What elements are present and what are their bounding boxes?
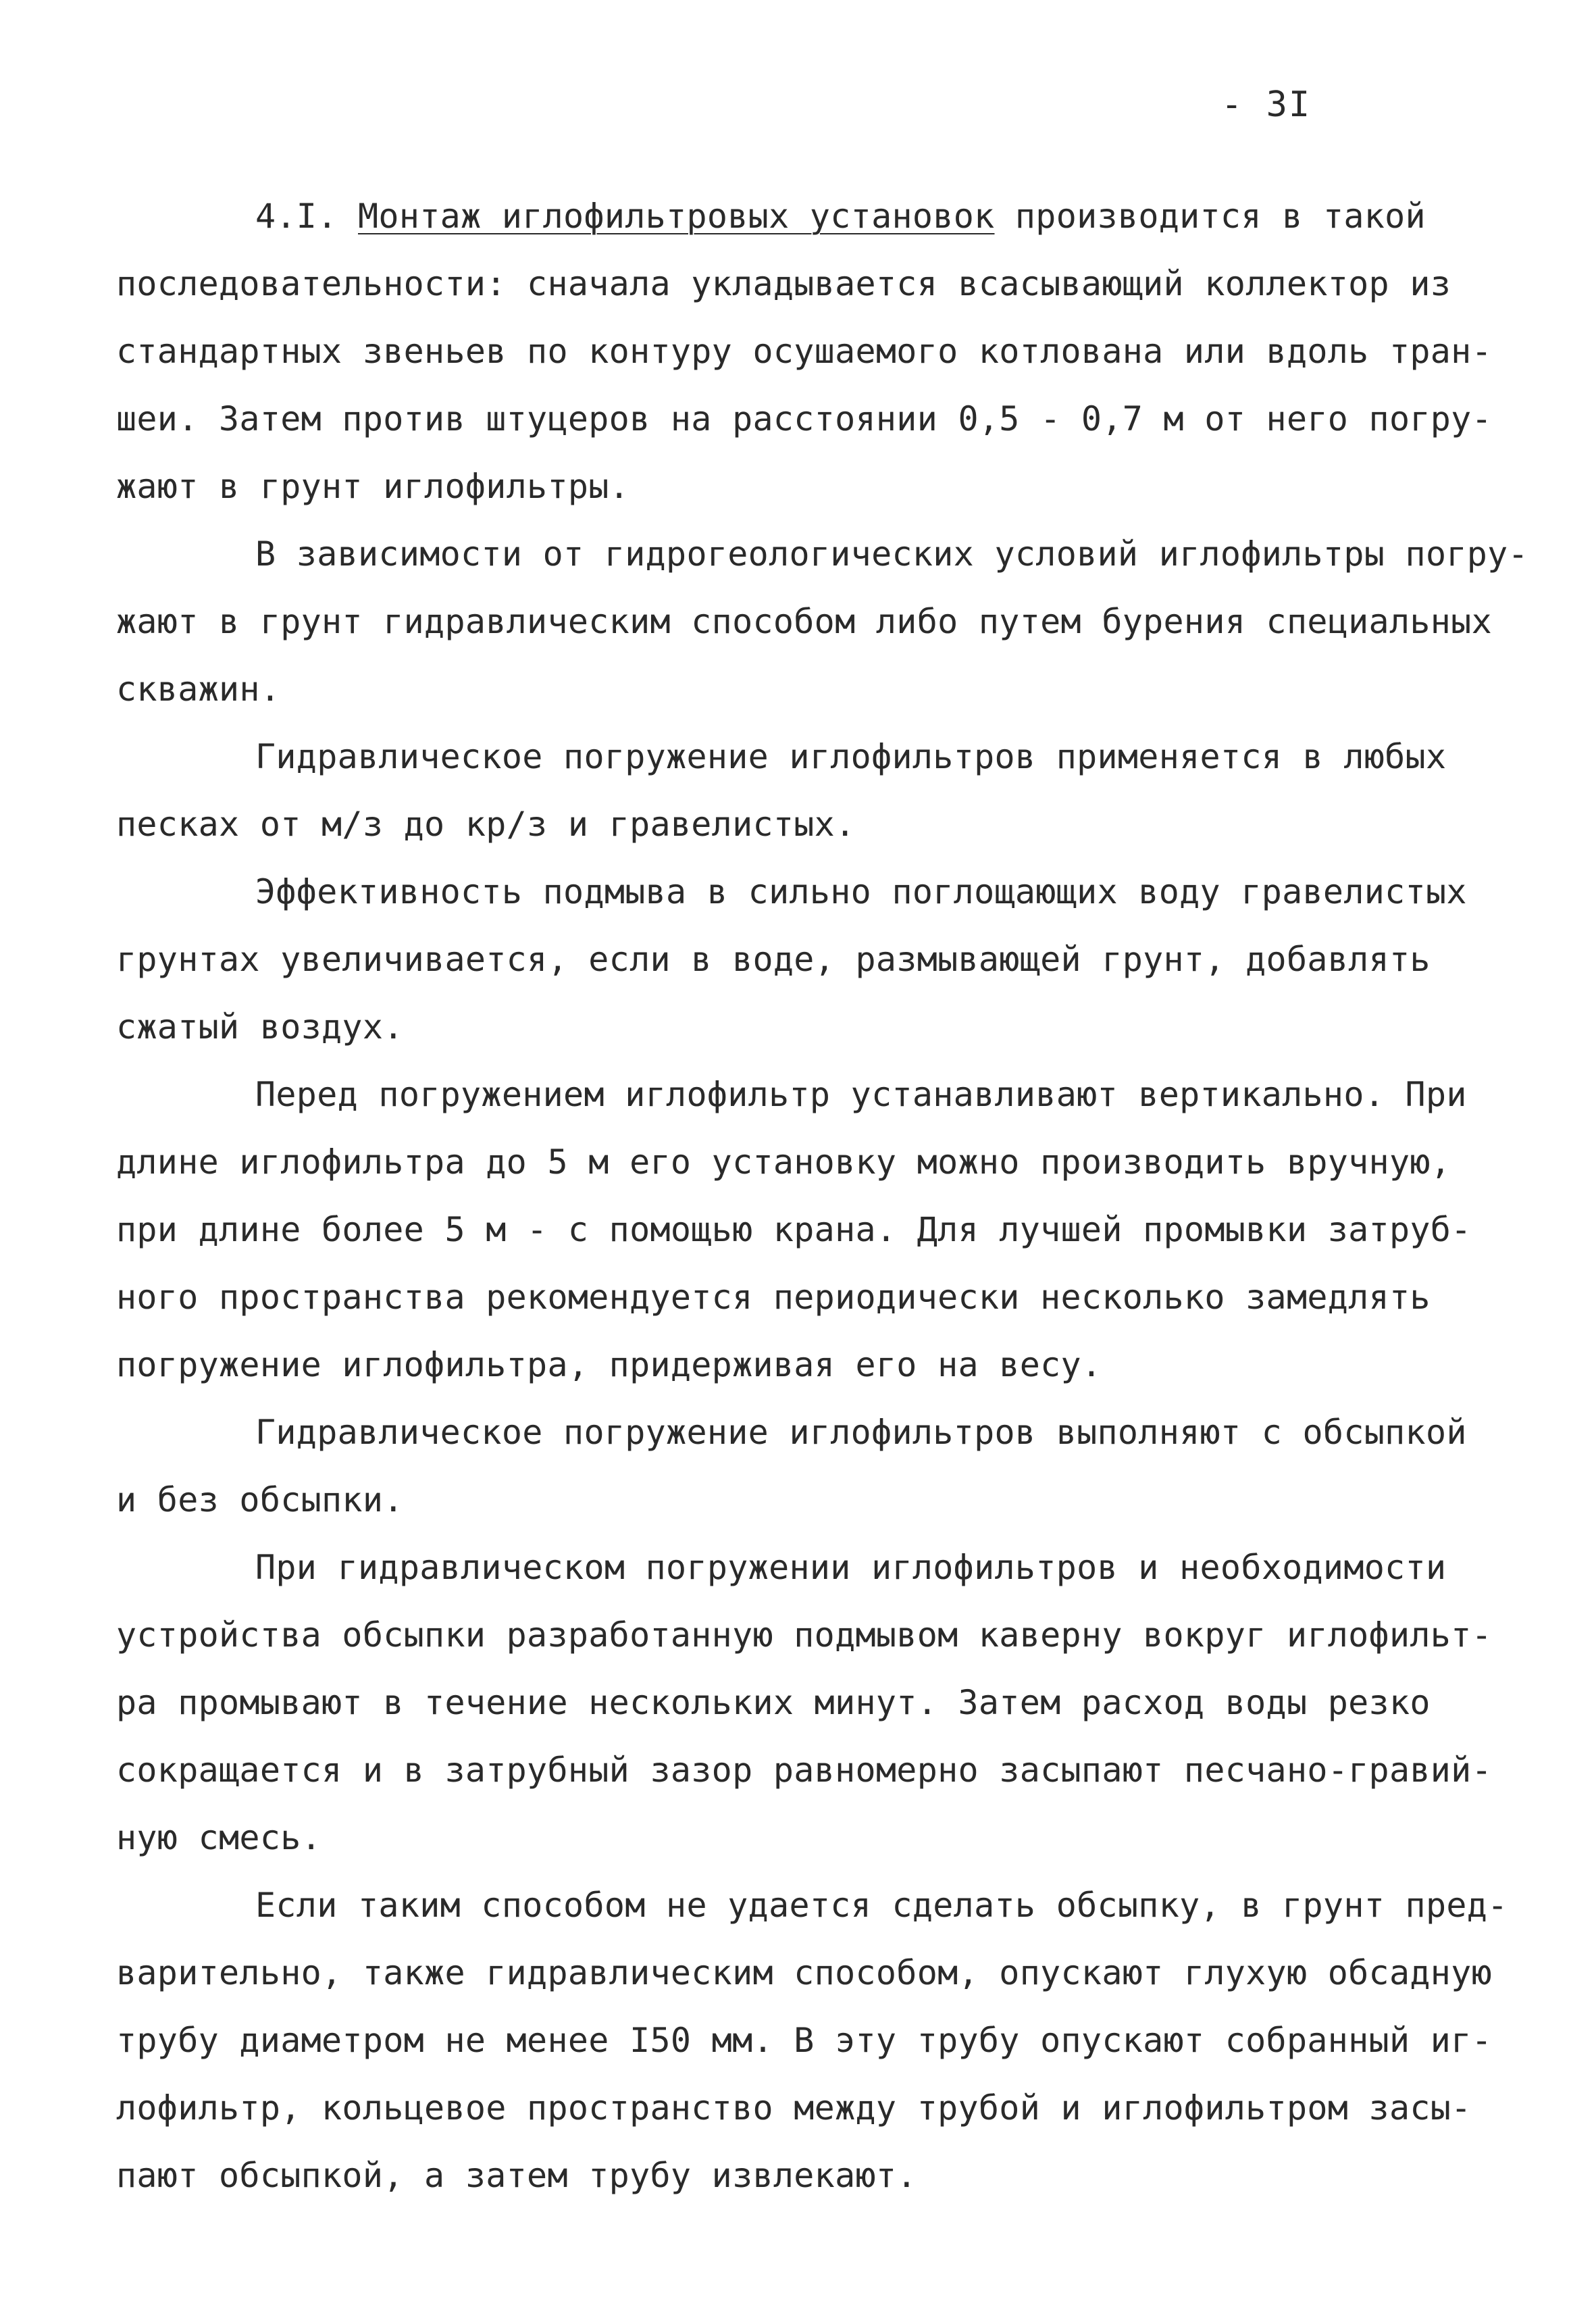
line-text: производится в такой bbox=[994, 197, 1426, 236]
text-line: последовательности: сначала укладывается всасывающий коллектор из bbox=[116, 264, 1451, 303]
section-number: 4.I. bbox=[255, 197, 359, 236]
text-line: лофильтр, кольцевое пространство между трубой и иглофильтром засы- bbox=[116, 2088, 1472, 2128]
text-line: при длине более 5 м - с помощью крана. Для лучшей промывки затруб- bbox=[116, 1210, 1472, 1249]
text-line: стандартных звеньев по контуру осушаемого котлована или вдоль тран- bbox=[116, 332, 1492, 371]
text-line: трубу диаметром не менее I50 мм. В эту трубу опускают собранный иг- bbox=[116, 2021, 1492, 2060]
page-number: - 3I bbox=[1221, 84, 1312, 125]
text-line: песках от м/з до кр/з и гравелистых. bbox=[116, 805, 856, 844]
text-line: скважин. bbox=[116, 670, 281, 709]
text-line: ную смесь. bbox=[116, 1818, 322, 1857]
text-line: Перед погружением иглофильтр устанавливают вертикально. При bbox=[255, 1075, 1467, 1114]
text-line: шеи. Затем против штуцеров на расстоянии 0,5 - 0,7 м от него погру- bbox=[116, 399, 1492, 438]
text-line: грунтах увеличивается, если в воде, размывающей грунт, добавлять bbox=[116, 940, 1431, 979]
text-line: жают в грунт иглофильтры. bbox=[116, 467, 630, 506]
text-line: устройства обсыпки разработанную подмывом каверну вокруг иглофильт- bbox=[116, 1615, 1492, 1655]
text-line: В зависимости от гидрогеологических условий иглофильтры погру- bbox=[255, 534, 1528, 574]
text-line: погружение иглофильтра, придерживая его на весу. bbox=[116, 1345, 1102, 1384]
text-line: При гидравлическом погружении иглофильтров и необходимости bbox=[255, 1548, 1447, 1587]
text-line: Если таким способом не удается сделать обсыпку, в грунт пред- bbox=[255, 1886, 1508, 1925]
text-line: варительно, также гидравлическим способом, опускают глухую обсадную bbox=[116, 1953, 1492, 1992]
text-line: и без обсыпки. bbox=[116, 1480, 404, 1519]
text-line: ного пространства рекомендуется периодически несколько замедлять bbox=[116, 1278, 1431, 1317]
text-line: пают обсыпкой, а затем трубу извлекают. bbox=[116, 2156, 917, 2195]
text-line: сокращается и в затрубный зазор равномерно засыпают песчано-гравий- bbox=[116, 1751, 1492, 1790]
text-line bbox=[255, 196, 1426, 236]
text-line: длине иглофильтра до 5 м его установку можно производить вручную, bbox=[116, 1142, 1451, 1182]
text-line: ра промывают в течение нескольких минут. Затем расход воды резко bbox=[116, 1683, 1431, 1722]
text-line: сжатый воздух. bbox=[116, 1007, 404, 1047]
text-line: жают в грунт гидравлическим способом либо путем бурения специальных bbox=[116, 602, 1492, 641]
text-line: Гидравлическое погружение иглофильтров выполняют с обсыпкой bbox=[255, 1413, 1467, 1452]
text-line: Эффективность подмыва в сильно поглощающих воду гравелистых bbox=[255, 872, 1467, 911]
section-heading: Монтаж иглофильтровых установок bbox=[358, 197, 995, 236]
text-line: Гидравлическое погружение иглофильтров применяется в любых bbox=[255, 737, 1447, 776]
